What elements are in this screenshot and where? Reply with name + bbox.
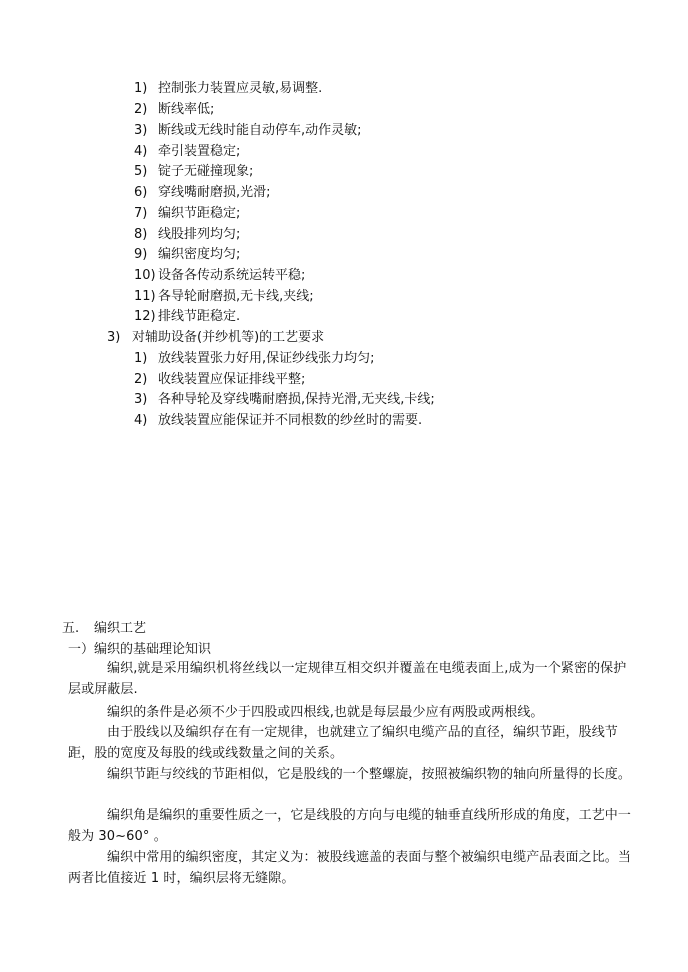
list-item bbox=[134, 184, 271, 202]
sub-heading-text: 对辅助设备(并纱机等)的工艺要求 bbox=[132, 330, 325, 345]
list-number: 3) bbox=[134, 123, 148, 138]
list-item bbox=[134, 205, 240, 223]
list-number: 5) bbox=[134, 164, 148, 179]
list-item bbox=[134, 412, 422, 430]
sub-heading-number: 3) bbox=[107, 330, 121, 345]
list-number: 6) bbox=[134, 185, 148, 200]
list-text: 断线或无线时能自动停车,动作灵敏; bbox=[158, 123, 362, 138]
body-paragraph: 编织角是编织的重要性质之一，它是线股的方向与电缆的轴垂直线所形成的角度，工艺中一般为 30~60° 。 bbox=[68, 808, 632, 844]
list-number: 11) bbox=[134, 289, 156, 304]
list-item bbox=[134, 288, 314, 306]
sub-heading bbox=[107, 329, 324, 347]
list-text: 锭子无碰撞现象; bbox=[158, 164, 254, 179]
list-number: 8) bbox=[134, 227, 148, 242]
list-number: 12) bbox=[134, 309, 156, 324]
list-item bbox=[134, 308, 240, 326]
list-text: 收线装置应保证排线平整; bbox=[158, 372, 306, 387]
list-item bbox=[134, 80, 322, 98]
list-number: 4) bbox=[134, 144, 148, 159]
body-paragraph: 编织节距与绞线的节距相似，它是股线的一个整螺旋，按照被编织物的轴向所量得的长度。 bbox=[107, 767, 632, 782]
list-number: 1) bbox=[134, 351, 148, 366]
list-number: 7) bbox=[134, 206, 148, 221]
list-text: 线股排列均匀; bbox=[158, 227, 241, 242]
list-item bbox=[134, 101, 214, 119]
list-item bbox=[134, 350, 375, 368]
list-number: 4) bbox=[134, 413, 148, 428]
list-number: 3) bbox=[134, 392, 148, 407]
body-paragraph: 编织中常用的编织密度，其定义为：被股线遮盖的表面与整个被编织电缆产品表面之比。当两者比值接近 1 时，编织层将无缝隙。 bbox=[68, 850, 632, 886]
list-text: 放线装置张力好用,保证纱线张力均匀; bbox=[158, 351, 375, 366]
list-text: 设备各传动系统运转平稳; bbox=[158, 268, 306, 283]
list-number: 1) bbox=[134, 81, 148, 96]
list-text: 各导轮耐磨损,无卡线,夹线; bbox=[158, 289, 314, 304]
list-text: 放线装置应能保证并不同根数的纱丝时的需要. bbox=[158, 413, 423, 428]
list-text: 排线节距稳定. bbox=[158, 309, 241, 324]
section-number: 五. bbox=[62, 621, 80, 636]
subsection-heading: 一）编织的基础理论知识 bbox=[68, 642, 212, 657]
list-text: 牵引装置稳定; bbox=[158, 144, 241, 159]
list-item bbox=[134, 391, 435, 409]
body-paragraph: 由于股线以及编织存在有一定规律，也就建立了编织电缆产品的直径，编织节距，股线节距，股的宽度及每股的线或线数量之间的关系。 bbox=[68, 725, 618, 761]
section-title: 编织工艺 bbox=[94, 621, 147, 636]
section-heading bbox=[62, 620, 146, 638]
body-paragraph: 编织的条件是必须不少于四股或四根线,也就是每层最少应有两股或两根线。 bbox=[107, 705, 544, 720]
list-text: 断线率低; bbox=[158, 102, 215, 117]
list-number: 2) bbox=[134, 102, 148, 117]
list-text: 穿线嘴耐磨损,光滑; bbox=[158, 185, 271, 200]
list-item bbox=[134, 163, 253, 181]
list-text: 编织节距稳定; bbox=[158, 206, 241, 221]
list-item bbox=[134, 122, 362, 140]
list-text: 编织密度均匀; bbox=[158, 247, 241, 262]
list-number: 10) bbox=[134, 268, 156, 283]
list-item bbox=[134, 226, 240, 244]
list-number: 2) bbox=[134, 372, 148, 387]
list-item bbox=[134, 246, 240, 264]
list-item bbox=[134, 143, 240, 161]
list-item bbox=[134, 371, 305, 389]
list-item bbox=[134, 267, 305, 285]
list-text: 各种导轮及穿线嘴耐磨损,保持光滑,无夹线,卡线; bbox=[158, 392, 435, 407]
list-number: 9) bbox=[134, 247, 148, 262]
body-paragraph: 编织,就是采用编织机将丝线以一定规律互相交织并覆盖在电缆表面上,成为一个紧密的保护层或屏蔽层. bbox=[68, 661, 627, 697]
list-text: 控制张力装置应灵敏,易调整. bbox=[158, 81, 323, 96]
